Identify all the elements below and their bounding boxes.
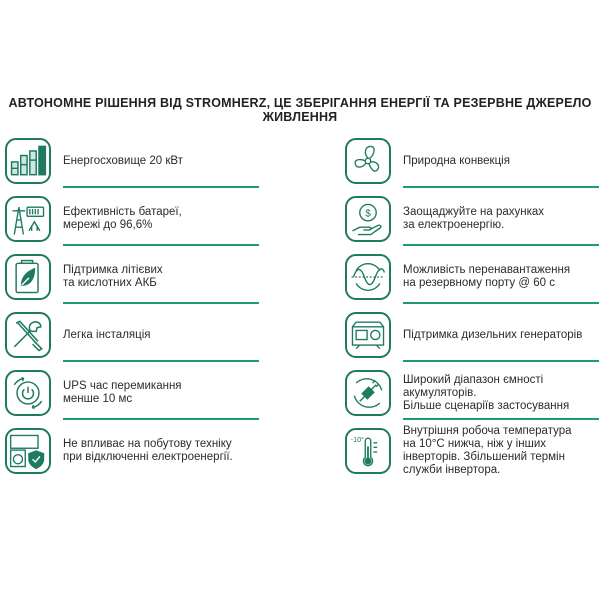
feature-text: Можливість перенавантаження на резервному порту @ 60 с (403, 264, 571, 289)
overload-wave-icon (345, 254, 391, 300)
feature-text: Ефективність батареї, мережі до 96,6% (63, 206, 182, 231)
feature-text: Заощаджуйте на рахунках за електроенергію. (403, 206, 545, 231)
feature-item (345, 364, 600, 422)
divider (63, 302, 259, 304)
thermometer-label: -10° (350, 434, 365, 444)
power-tower-battery-icon (5, 196, 51, 242)
divider (63, 418, 259, 420)
feature-text: Легка інсталяція (63, 328, 151, 341)
feature-item (5, 364, 267, 422)
fan-icon (345, 138, 391, 184)
battery-bars-icon (5, 138, 51, 184)
coin-hand-icon (345, 196, 391, 242)
feature-item (345, 248, 600, 306)
feature-text: Підтримка літієвих та кислотних АКБ (63, 264, 163, 289)
appliances-shield-icon (5, 428, 51, 474)
feature-item (345, 422, 600, 480)
feature-item (5, 306, 267, 364)
left-feature-list (5, 132, 267, 480)
feature-item (5, 132, 267, 190)
divider (403, 418, 599, 420)
feature-item (5, 248, 267, 306)
divider (63, 244, 259, 246)
feature-text: Не впливає на побутову техніку при відключенні електроенергії. (63, 438, 233, 463)
divider (403, 302, 599, 304)
wrench-screwdriver-icon (5, 312, 51, 358)
feature-item (345, 132, 600, 190)
feature-item (345, 190, 600, 248)
divider (63, 360, 259, 362)
divider (403, 244, 599, 246)
right-feature-list (345, 132, 600, 480)
svg-text:$: $ (365, 208, 371, 220)
ups-power-icon (5, 370, 51, 416)
leaf-battery-icon (5, 254, 51, 300)
divider (403, 186, 599, 188)
feature-text: Підтримка дизельних генераторів (403, 328, 583, 341)
feature-item (345, 306, 600, 364)
feature-text: Широкий діапазон ємності акумуляторів. Більше сценаріїв застосування (403, 373, 570, 412)
wide-range-plug-icon (345, 370, 391, 416)
divider (63, 186, 259, 188)
diesel-generator-icon (345, 312, 391, 358)
page-title: АВТОНОМНЕ РІШЕННЯ ВІД STROMHERZ, ЦЕ ЗБЕРІГАННЯ ЕНЕРГІЇ ТА РЕЗЕРВНЕ ДЖЕРЕЛО ЖИВЛЕННЯ (8, 96, 592, 124)
feature-text: UPS час перемикання менше 10 мс (63, 380, 182, 405)
feature-text: Енергосховище 20 кВт (63, 154, 183, 167)
feature-item (5, 190, 267, 248)
thermometer-icon (345, 428, 391, 474)
feature-text: Природна конвекція (403, 154, 510, 167)
divider (403, 360, 599, 362)
feature-text: Внутрішня робоча температура на 10°C нижча, ніж у інших інверторів. Збільшений термін служби інвертора. (403, 425, 572, 476)
feature-item (5, 422, 267, 480)
